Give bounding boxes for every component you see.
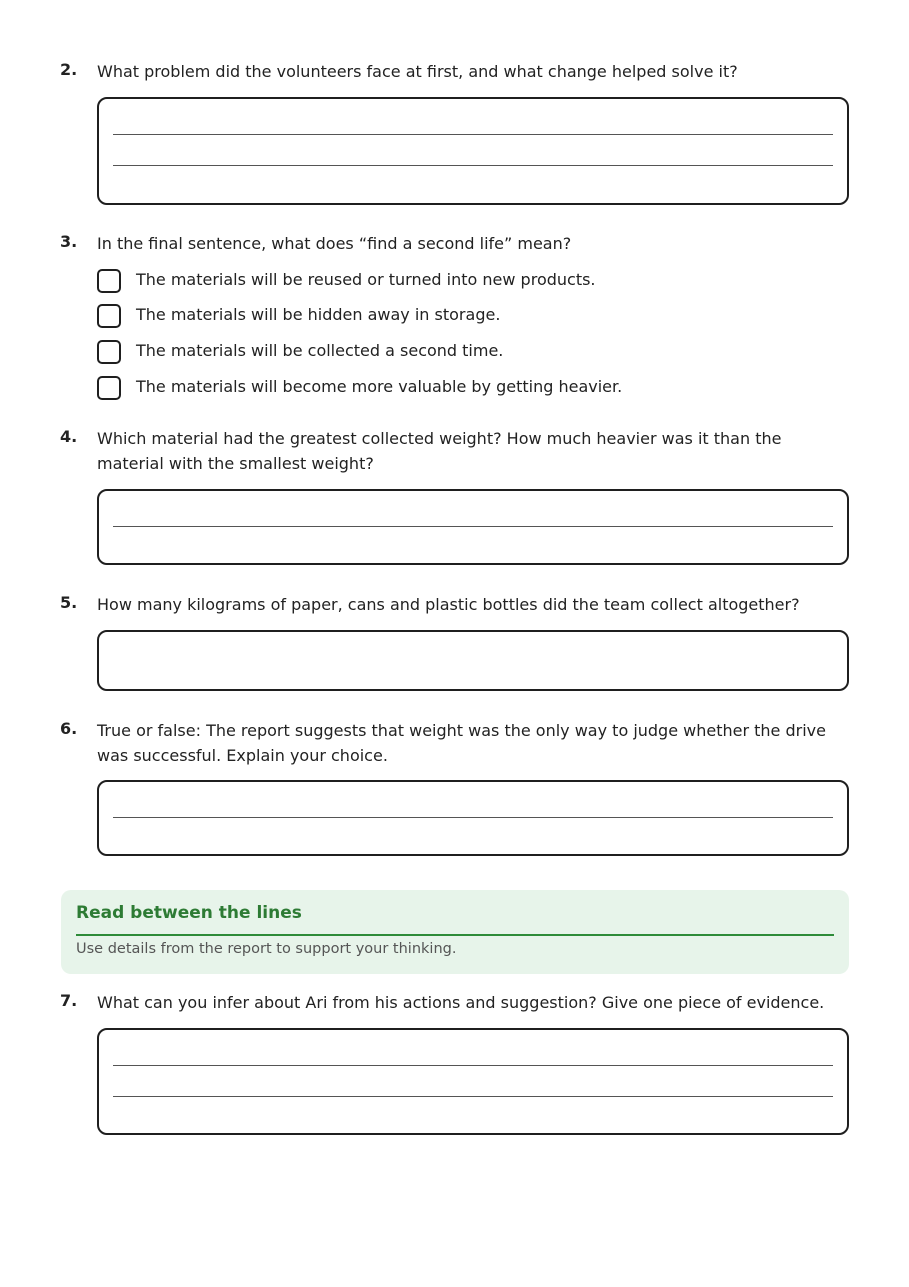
question-number: 2. — [60, 60, 78, 79]
question-number: 7. — [60, 991, 78, 1010]
question-number: 3. — [60, 232, 78, 251]
option-checkbox[interactable] — [97, 269, 121, 293]
answer-box-4[interactable] — [97, 489, 849, 565]
callout-box — [61, 890, 849, 974]
answer-line — [113, 526, 833, 527]
question-text: What can you infer about Ari from his actions and suggestion? Give one piece of evidence. — [97, 993, 825, 1012]
question-number: 5. — [60, 593, 78, 612]
option-checkbox[interactable] — [97, 340, 121, 364]
callout-subtitle: Use details from the report to support your thinking. — [76, 941, 457, 957]
question-text: True or false: The report suggests that weight was the only way to judge whether the drive was successful. Explain your choice. — [97, 721, 826, 765]
question-number: 6. — [60, 719, 78, 738]
question-text: How many kilograms of paper, cans and plastic bottles did the team collect altogether? — [97, 595, 800, 614]
option-label: The materials will be collected a second time. — [136, 341, 504, 360]
answer-box-6[interactable] — [97, 780, 849, 856]
answer-box-2[interactable] — [97, 97, 849, 205]
question-number: 4. — [60, 427, 78, 446]
answer-box-5[interactable] — [97, 630, 849, 691]
question-text: In the final sentence, what does “find a second life” mean? — [97, 234, 572, 253]
callout-title: Read between the lines — [76, 903, 302, 923]
question-text: Which material had the greatest collected weight? How much heavier was it than the material with the smallest weight? — [97, 429, 782, 473]
callout-divider — [76, 934, 834, 936]
answer-line — [113, 817, 833, 818]
answer-box-7[interactable] — [97, 1028, 849, 1135]
option-label: The materials will be reused or turned into new products. — [136, 270, 596, 289]
option-checkbox[interactable] — [97, 376, 121, 400]
answer-line — [113, 1065, 833, 1066]
option-label: The materials will be hidden away in storage. — [136, 305, 501, 324]
option-label: The materials will become more valuable by getting heavier. — [136, 377, 623, 396]
option-checkbox[interactable] — [97, 304, 121, 328]
answer-line — [113, 1096, 833, 1097]
answer-line — [113, 165, 833, 166]
answer-line — [113, 134, 833, 135]
question-text: What problem did the volunteers face at first, and what change helped solve it? — [97, 62, 738, 81]
